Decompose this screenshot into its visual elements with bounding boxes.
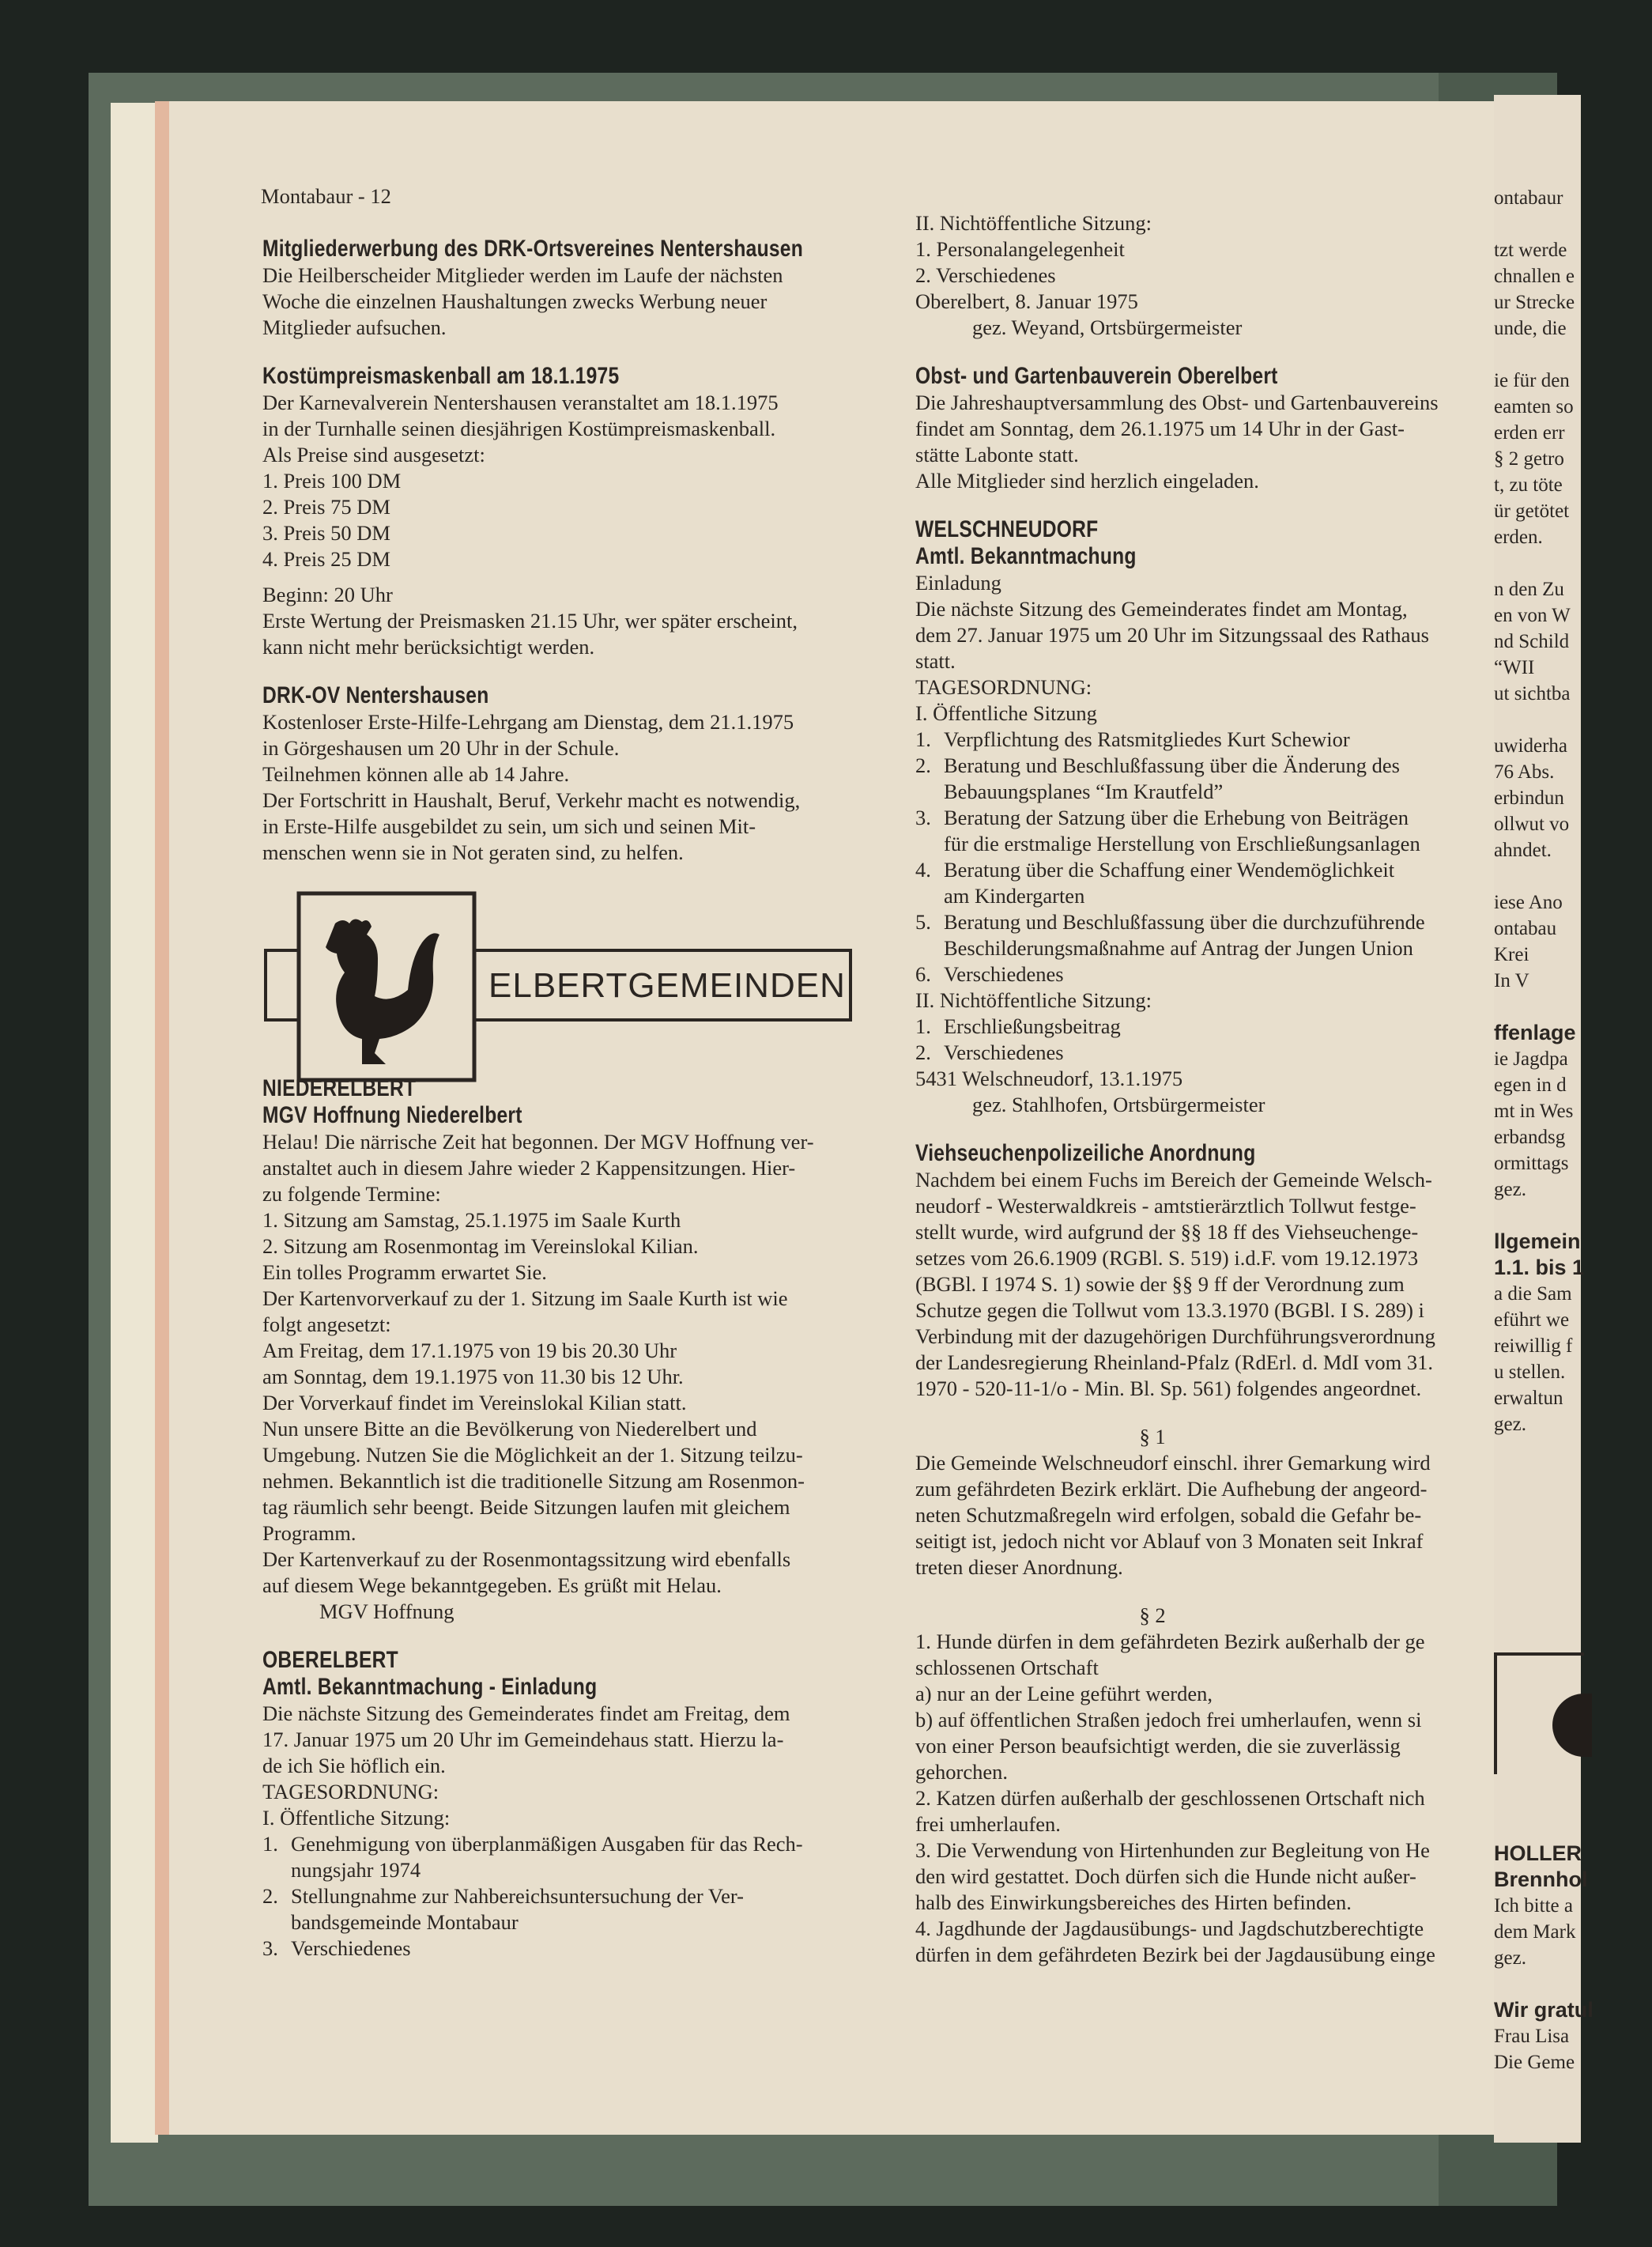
item-text: Stellungnahme zur Nahbereichsuntersuchung der Ver- xyxy=(291,1884,744,1908)
text-line: findet am Sonntag, dem 26.1.1975 um 14 Uhr in der Gast- xyxy=(915,417,1405,440)
agenda-item xyxy=(262,1909,863,1935)
text-line: 4. Jagdhunde der Jagdausübungs- und Jagdschutzberechtigte xyxy=(915,1917,1424,1940)
agenda-item xyxy=(915,1040,1500,1066)
section-title: Kostümpreismaskenball am 18.1.1975 xyxy=(262,363,620,389)
facing-text-line: ontabaur xyxy=(1494,187,1563,209)
item-text: bandsgemeinde Montabaur xyxy=(291,1910,519,1934)
facing-text-line: gez. xyxy=(1494,1414,1526,1435)
text-line: nehmen. Bekanntlich ist die traditionelle Sitzung am Rosenmon- xyxy=(262,1469,805,1493)
text-line: 2. Katzen dürfen außerhalb der geschlossenen Ortschaft nich xyxy=(915,1786,1425,1810)
text-line: stellt wurde, wird aufgrund der §§ 18 ff des Viehseuchenge- xyxy=(915,1220,1419,1244)
paragraph-sign: § 2 xyxy=(1139,1603,1166,1627)
facing-text-line: § 2 getro xyxy=(1494,448,1564,470)
facing-text-line: eamten so xyxy=(1494,396,1574,417)
item-number: 2. xyxy=(915,1040,931,1064)
text-line: am Sonntag, dem 19.1.1975 von 11.30 bis 12 Uhr. xyxy=(262,1365,684,1388)
facing-text-line: ffenlage xyxy=(1494,1021,1576,1044)
agenda-item xyxy=(262,1935,863,1962)
item-number: 1. xyxy=(915,727,931,751)
section-title: Amtl. Bekanntmachung xyxy=(915,543,1137,569)
text-line: 17. Januar 1975 um 20 Uhr im Gemeindehaus statt. Hierzu la- xyxy=(262,1728,784,1751)
facing-text-line: gez. xyxy=(1494,1179,1526,1200)
text-line: treten dieser Anordnung. xyxy=(915,1555,1123,1579)
item-number: 2. xyxy=(915,753,931,777)
section-title: MGV Hoffnung Niederelbert xyxy=(262,1102,522,1128)
text-line: Der Kartenverkauf zu der Rosenmontagssitzung wird ebenfalls xyxy=(262,1547,791,1571)
page-header: Montabaur - 12 xyxy=(261,184,391,208)
facing-page-text xyxy=(1494,185,1652,1437)
page-stack-edge xyxy=(111,103,158,2143)
text-line: folgt angesetzt: xyxy=(262,1312,391,1336)
text-line: I. Öffentliche Sitzung xyxy=(915,701,1097,725)
agenda-item xyxy=(262,1857,863,1883)
facing-text-line: HOLLER xyxy=(1494,1841,1582,1865)
item-text: Verschiedenes xyxy=(944,962,1064,986)
text-line: a) nur an der Leine geführt werden, xyxy=(915,1682,1213,1705)
text-line: Nun unsere Bitte an die Bevölkerung von Niederelbert und xyxy=(262,1417,757,1441)
agenda-item xyxy=(915,779,1500,805)
facing-text-line: erwaltun xyxy=(1494,1388,1563,1409)
agenda-item xyxy=(915,805,1500,831)
text-line: halb des Einwirkungsbereiches des Hirten befinden. xyxy=(915,1890,1352,1914)
facing-text-line: dem Mark xyxy=(1494,1921,1576,1943)
text-line: zum gefährdeten Bezirk erklärt. Die Aufhebung der angeord- xyxy=(915,1477,1428,1501)
facing-text-line: Frau Lisa xyxy=(1494,2026,1570,2047)
facing-text-line: 76 Abs. xyxy=(1494,761,1555,783)
facing-text-line: ormittags xyxy=(1494,1153,1569,1174)
spacer xyxy=(262,660,863,682)
place-date: 5431 Welschneudorf, 13.1.1975 xyxy=(915,1067,1183,1090)
facing-text-line: gez. xyxy=(1494,1947,1526,1969)
facing-text-line: ür getötet xyxy=(1494,500,1570,522)
spacer xyxy=(915,341,1500,363)
logo-label: ELBERTGEMEINDEN xyxy=(488,966,846,1005)
text-line: anstaltet auch in diesem Jahre wieder 2 Kappensitzungen. Hier- xyxy=(262,1156,796,1180)
text-line: Die nächste Sitzung des Gemeinderates findet am Montag, xyxy=(915,597,1408,621)
spacer xyxy=(915,494,1500,516)
facing-text-line: Krei xyxy=(1494,944,1529,965)
section-title: Viehseuchenpolizeiliche Anordnung xyxy=(915,1140,1256,1166)
text-line: Die Gemeinde Welschneudorf einschl. ihrer Gemarkung wird xyxy=(915,1451,1431,1475)
text-line: Teilnehmen können alle ab 14 Jahre. xyxy=(262,762,570,786)
text-line: gehorchen. xyxy=(915,1760,1008,1784)
text-line: Kostenloser Erste-Hilfe-Lehrgang am Dienstag, dem 21.1.1975 xyxy=(262,710,794,734)
place-heading: OBERELBERT xyxy=(262,1647,398,1673)
text-line: seitigt ist, jedoch nicht vor Ablauf von 3 Monaten seit Inkraf xyxy=(915,1529,1424,1553)
text-line: 1. Sitzung am Samstag, 25.1.1975 im Saale Kurth xyxy=(262,1208,681,1232)
section-title: Mitgliederwerbung des DRK-Ortsvereines Nentershausen xyxy=(262,236,803,262)
text-line: Umgebung. Nutzen Sie die Möglichkeit an der 1. Sitzung teilzu- xyxy=(262,1443,803,1467)
spacer xyxy=(915,1580,1500,1603)
text-line: dürfen in dem gefährdeten Bezirk bei der Jagdausübung einge xyxy=(915,1943,1435,1966)
item-number: 4. xyxy=(915,858,931,882)
text-line: Erste Wertung der Preismasken 21.15 Uhr, wer später erscheint, xyxy=(262,609,798,633)
text-line: Die Jahreshauptversammlung des Obst- und Gartenbauvereins xyxy=(915,391,1439,414)
facing-text-line xyxy=(1494,342,1652,368)
text-line: Verbindung mit der dazugehörigen Durchführungsverordnung xyxy=(915,1324,1435,1348)
text-line: statt. xyxy=(915,649,956,673)
item-number: 2. xyxy=(262,1884,278,1908)
item-number: 1. xyxy=(262,1832,278,1856)
facing-text-line: ontabau xyxy=(1494,918,1557,939)
facing-text-line: mt in Wes xyxy=(1494,1101,1574,1122)
facing-text-line: erden err xyxy=(1494,422,1565,444)
agenda-item xyxy=(915,857,1500,883)
signature: gez. Stahlhofen, Ortsbürgermeister xyxy=(972,1093,1265,1116)
text-line: zu folgende Termine: xyxy=(262,1182,441,1206)
text-line: Nachdem bei einem Fuchs im Bereich der Gemeinde Welsch- xyxy=(915,1168,1432,1191)
right-column xyxy=(915,210,1500,1968)
agenda-item xyxy=(915,727,1500,753)
facing-text-line xyxy=(1494,1971,1652,1997)
text-line: TAGESORDNUNG: xyxy=(262,1780,439,1803)
text-line: Beginn: 20 Uhr xyxy=(262,583,393,606)
section-title: Amtl. Bekanntmachung - Einladung xyxy=(262,1674,598,1700)
text-line: Woche die einzelnen Haushaltungen zwecks Werbung neuer xyxy=(262,289,768,313)
item-text: Genehmigung von überplanmäßigen Ausgaben für das Rech- xyxy=(291,1832,803,1856)
text-line: 1. Hunde dürfen in dem gefährdeten Bezirk außerhalb der ge xyxy=(915,1630,1425,1653)
text-line: Der Fortschritt in Haushalt, Beruf, Verkehr macht es notwendig, xyxy=(262,788,801,812)
text-line: den wird gestattet. Doch dürfen sich die Hunde nicht außer- xyxy=(915,1864,1416,1888)
facing-text-line: erden. xyxy=(1494,527,1543,548)
text-line: Die nächste Sitzung des Gemeinderates findet am Freitag, dem xyxy=(262,1701,790,1725)
facing-text-line xyxy=(1494,863,1652,889)
agenda-item xyxy=(915,753,1500,779)
facing-text-line: tzt werde xyxy=(1494,240,1567,261)
text-line: tag räumlich sehr beengt. Beide Sitzungen laufen mit gleichem xyxy=(262,1495,790,1519)
item-text: nungsjahr 1974 xyxy=(291,1858,421,1882)
facing-text-line: en von W xyxy=(1494,605,1571,626)
spacer xyxy=(915,1402,1500,1424)
text-line: b) auf öffentlichen Straßen jedoch frei umherlaufen, wenn si xyxy=(915,1708,1422,1732)
item-text: Verpflichtung des Ratsmitgliedes Kurt Schewior xyxy=(944,727,1350,751)
facing-text-line: ie für den xyxy=(1494,370,1570,391)
facing-text-line: ur Strecke xyxy=(1494,292,1575,313)
facing-text-line: eführt we xyxy=(1494,1309,1570,1331)
text-line: menschen wenn sie in Not geraten sind, zu helfen. xyxy=(262,840,684,864)
facing-text-line xyxy=(1494,550,1652,576)
agenda-item xyxy=(915,961,1500,988)
facing-text-line: unde, die xyxy=(1494,318,1567,339)
facing-text-line xyxy=(1494,211,1652,237)
facing-page-logo-icon xyxy=(1552,1694,1592,1757)
item-number: 1. xyxy=(915,1014,931,1038)
section-title: Obst- und Gartenbauverein Oberelbert xyxy=(915,363,1278,389)
facing-page-text-lower xyxy=(1494,1841,1652,2075)
text-line: dem 27. Januar 1975 um 20 Uhr im Sitzungssaal des Rathaus xyxy=(915,623,1429,647)
text-line: I. Öffentliche Sitzung: xyxy=(262,1806,451,1830)
item-text: am Kindergarten xyxy=(944,884,1085,908)
agenda-item xyxy=(262,1831,863,1857)
place-heading: WELSCHNEUDORF xyxy=(915,516,1099,542)
item-text: Beratung und Beschlußfassung über die Änderung des xyxy=(944,753,1400,777)
text-line: in Erste-Hilfe ausgebildet zu sein, um sich und seinen Mit- xyxy=(262,814,756,838)
text-line: frei umherlaufen. xyxy=(915,1812,1061,1836)
text-line: 2. Preis 75 DM xyxy=(262,495,390,519)
text-line: Als Preise sind ausgesetzt: xyxy=(262,443,485,466)
facing-text-line: erbandsg xyxy=(1494,1127,1566,1148)
agenda-item xyxy=(915,883,1500,909)
sub-heading: II. Nichtöffentliche Sitzung: xyxy=(915,988,1152,1012)
agenda-item xyxy=(915,935,1500,961)
text-line: 1. Personalangelegenheit xyxy=(915,237,1125,261)
text-line: Programm. xyxy=(262,1521,356,1545)
text-line: schlossenen Ortschaft xyxy=(915,1656,1099,1679)
facing-text-line: egen in d xyxy=(1494,1074,1567,1096)
item-text: Beschilderungsmaßnahme auf Antrag der Jungen Union xyxy=(944,936,1413,960)
facing-text-line: uwiderha xyxy=(1494,735,1568,757)
text-line: setzes vom 26.6.1909 (RGBl. S. 519) i.d.F. vom 19.12.1973 xyxy=(915,1246,1419,1270)
facing-text-line: chnallen e xyxy=(1494,266,1575,287)
facing-text-line: Die Geme xyxy=(1494,2052,1575,2073)
facing-text-line xyxy=(1494,1203,1652,1229)
text-line: in der Turnhalle seinen diesjährigen Kostümpreismaskenball. xyxy=(262,417,776,440)
text-line: 4. Preis 25 DM xyxy=(262,547,390,571)
facing-text-line: n den Zu xyxy=(1494,579,1564,600)
facing-text-line: nd Schild xyxy=(1494,631,1570,652)
text-line: stätte Labonte statt. xyxy=(915,443,1079,466)
text-line: kann nicht mehr berücksichtigt werden. xyxy=(262,635,595,659)
text-line: Der Kartenvorverkauf zu der 1. Sitzung im Saale Kurth ist wie xyxy=(262,1286,788,1310)
agenda-item xyxy=(915,1014,1500,1040)
signature: gez. Weyand, Ortsbürgermeister xyxy=(972,315,1243,339)
item-text: Verschiedenes xyxy=(291,1936,411,1960)
facing-text-line xyxy=(1494,707,1652,733)
text-line: in Görgeshausen um 20 Uhr in der Schule. xyxy=(262,736,620,760)
text-line: Mitglieder aufsuchen. xyxy=(262,315,447,339)
left-column xyxy=(262,236,863,866)
text-line: Der Vorverkauf findet im Vereinslokal Kilian statt. xyxy=(262,1391,687,1414)
facing-text-line: ut sichtba xyxy=(1494,683,1571,704)
item-text: Erschließungsbeitrag xyxy=(944,1014,1121,1038)
facing-text-line: In V xyxy=(1494,970,1529,991)
text-line: Einladung xyxy=(915,571,1001,595)
facing-text-line: Ich bitte a xyxy=(1494,1895,1573,1917)
facing-text-line: “WII xyxy=(1494,657,1535,678)
text-line: 3. Preis 50 DM xyxy=(262,521,390,545)
facing-text-line: ollwut vo xyxy=(1494,814,1570,835)
text-line: auf diesem Wege bekanntgegeben. Es grüßt mit Helau. xyxy=(262,1573,722,1597)
left-column-lower xyxy=(262,1075,863,1962)
facing-text-line: t, zu töte xyxy=(1494,474,1563,496)
text-line: der Landesregierung Rheinland-Pfalz (RdErl. d. MdI vom 31. xyxy=(915,1350,1433,1374)
facing-text-line: ahndet. xyxy=(1494,840,1552,861)
facing-text-line: a die Sam xyxy=(1494,1283,1572,1305)
facing-page-logo-frame xyxy=(1494,1652,1584,1774)
facing-text-line: 1.1. bis 1 xyxy=(1494,1256,1585,1279)
text-line: Die Heilberscheider Mitglieder werden im Laufe der nächsten xyxy=(262,263,783,287)
text-line: 2. Verschiedenes xyxy=(915,263,1056,287)
text-line: Am Freitag, dem 17.1.1975 von 19 bis 20.30 Uhr xyxy=(262,1339,677,1362)
facing-text-line: ie Jagdpa xyxy=(1494,1048,1568,1070)
spacer xyxy=(915,1118,1500,1140)
text-line: 3. Die Verwendung von Hirtenhunden zur Begleitung von He xyxy=(915,1838,1430,1862)
facing-text-line: Wir gratul xyxy=(1494,1998,1594,2022)
text-line: Helau! Die närrische Zeit hat begonnen. Der MGV Hoffnung ver- xyxy=(262,1130,814,1154)
paragraph-sign: § 1 xyxy=(1139,1425,1166,1448)
item-number: 6. xyxy=(915,962,931,986)
text-line: neten Schutzmaßregeln wird erfolgen, sobald die Gefahr be- xyxy=(915,1503,1422,1527)
item-text: Beratung der Satzung über die Erhebung von Beiträgen xyxy=(944,806,1409,829)
agenda-item xyxy=(915,909,1500,935)
text-line: von einer Person beaufsichtigt werden, die sie zuverlässig xyxy=(915,1734,1401,1758)
text-line: II. Nichtöffentliche Sitzung: xyxy=(915,211,1152,235)
text-line: Schutze gegen die Tollwut vom 13.3.1970 (BGBl. I S. 289) i xyxy=(915,1298,1424,1322)
item-text: Bebauungsplanes “Im Krautfeld” xyxy=(944,780,1224,803)
text-line: Der Karnevalverein Nentershausen veranstaltet am 18.1.1975 xyxy=(262,391,779,414)
text-line: 1. Preis 100 DM xyxy=(262,469,402,493)
item-text: für die erstmalige Herstellung von Erschließungsanlagen xyxy=(944,832,1420,855)
text-line: (BGBl. I 1974 S. 1) sowie der §§ 9 ff der Verordnung zum xyxy=(915,1272,1405,1296)
text-line: de ich Sie höflich ein. xyxy=(262,1754,446,1777)
item-number: 3. xyxy=(262,1936,278,1960)
text-line: TAGESORDNUNG: xyxy=(915,675,1092,699)
place-heading: NIEDERELBERT xyxy=(262,1075,417,1101)
signature: MGV Hoffnung xyxy=(319,1599,454,1623)
item-number: 5. xyxy=(915,910,931,934)
facing-text-line: reiwillig f xyxy=(1494,1335,1573,1357)
item-number: 3. xyxy=(915,806,931,829)
facing-text-line: iese Ano xyxy=(1494,892,1563,913)
text-line: Alle Mitglieder sind herzlich eingeladen. xyxy=(915,469,1259,493)
text-line: 1970 - 520-11-1/o - Min. Bl. Sp. 561) folgendes angeordnet. xyxy=(915,1377,1422,1400)
facing-text-line: Brennhol xyxy=(1494,1867,1588,1891)
item-text: Beratung und Beschlußfassung über die durchzuführende xyxy=(944,910,1425,934)
agenda-item xyxy=(915,831,1500,857)
agenda-item xyxy=(262,1883,863,1909)
item-text: Verschiedenes xyxy=(944,1040,1064,1064)
facing-page-edge xyxy=(1494,95,1594,2143)
item-text: Beratung über die Schaffung einer Wendemöglichkeit xyxy=(944,858,1395,882)
text-line: Ein tolles Programm erwartet Sie. xyxy=(262,1260,547,1284)
section-title: DRK-OV Nentershausen xyxy=(262,682,489,708)
spacer xyxy=(262,1625,863,1647)
facing-text-line xyxy=(1494,994,1652,1020)
text-line: 2. Sitzung am Rosenmontag im Vereinslokal Kilian. xyxy=(262,1234,699,1258)
facing-text-line: u stellen. xyxy=(1494,1361,1566,1383)
facing-text-line: llgemein xyxy=(1494,1229,1581,1253)
text-line: neudorf - Westerwaldkreis - amtstierärztlich Tollwut festge- xyxy=(915,1194,1416,1218)
spacer xyxy=(262,341,863,363)
facing-text-line: erbindun xyxy=(1494,787,1564,809)
text-line: Oberelbert, 8. Januar 1975 xyxy=(915,289,1138,313)
